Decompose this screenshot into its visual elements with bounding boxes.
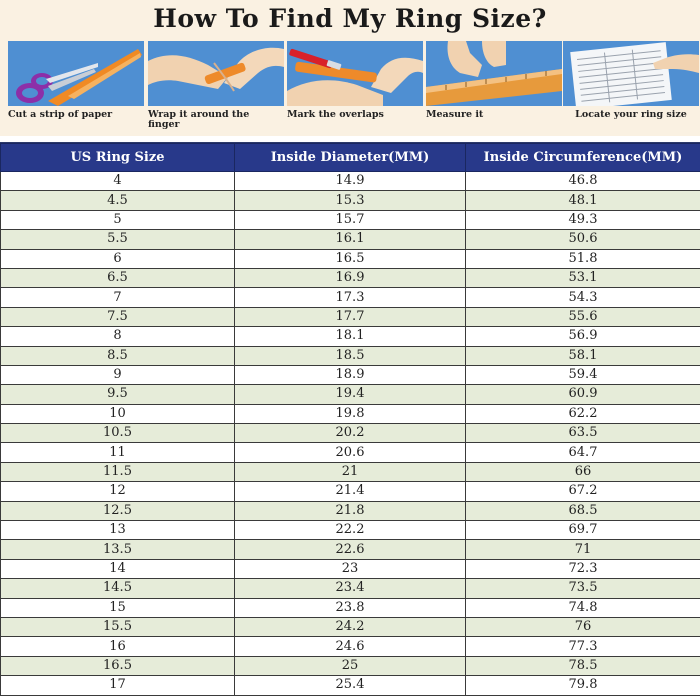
table-row <box>1 172 700 191</box>
cell-inside-diameter: 18.9 <box>235 365 466 384</box>
cell-us-ring-size: 8 <box>1 327 235 346</box>
table-row <box>1 424 700 443</box>
cell-us-ring-size: 4.5 <box>1 191 235 210</box>
cell-inside-diameter: 21 <box>235 462 466 481</box>
cell-inside-diameter: 19.8 <box>235 404 466 423</box>
cell-inside-circumference: 73.5 <box>466 579 700 598</box>
cell-us-ring-size: 10 <box>1 404 235 423</box>
cell-inside-diameter: 25.4 <box>235 676 466 695</box>
cell-inside-diameter: 14.9 <box>235 172 466 191</box>
table-row <box>1 579 700 598</box>
cell-inside-circumference: 46.8 <box>466 172 700 191</box>
cell-us-ring-size: 12.5 <box>1 501 235 520</box>
step-wrap-finger <box>148 41 284 130</box>
cell-inside-circumference: 72.3 <box>466 559 700 578</box>
ring-size-table <box>0 143 700 696</box>
cell-inside-circumference: 50.6 <box>466 230 700 249</box>
table-row <box>1 365 700 384</box>
cell-inside-circumference: 79.8 <box>466 676 700 695</box>
cell-inside-circumference: 55.6 <box>466 307 700 326</box>
table-row <box>1 656 700 675</box>
table-row <box>1 191 700 210</box>
cell-inside-diameter: 18.5 <box>235 346 466 365</box>
cell-inside-circumference: 59.4 <box>466 365 700 384</box>
cell-inside-circumference: 63.5 <box>466 424 700 443</box>
table-row <box>1 385 700 404</box>
instruction-banner <box>0 0 700 136</box>
cell-inside-diameter: 23.4 <box>235 579 466 598</box>
cell-inside-diameter: 18.1 <box>235 327 466 346</box>
table-row <box>1 482 700 501</box>
cell-us-ring-size: 5 <box>1 210 235 229</box>
cell-inside-circumference: 74.8 <box>466 598 700 617</box>
step-measure <box>426 41 562 120</box>
cell-inside-diameter: 24.2 <box>235 617 466 636</box>
cell-inside-diameter: 16.5 <box>235 249 466 268</box>
table-row <box>1 559 700 578</box>
cell-us-ring-size: 15.5 <box>1 617 235 636</box>
cell-us-ring-size: 4 <box>1 172 235 191</box>
step-caption: Measure it <box>426 110 562 120</box>
table-row <box>1 327 700 346</box>
table-row <box>1 249 700 268</box>
cell-us-ring-size: 11.5 <box>1 462 235 481</box>
step-mark-overlap <box>287 41 423 120</box>
cell-inside-circumference: 67.2 <box>466 482 700 501</box>
cell-us-ring-size: 8.5 <box>1 346 235 365</box>
cell-inside-diameter: 21.4 <box>235 482 466 501</box>
table-row <box>1 540 700 559</box>
cell-us-ring-size: 6.5 <box>1 268 235 287</box>
cell-inside-diameter: 16.9 <box>235 268 466 287</box>
cell-us-ring-size: 10.5 <box>1 424 235 443</box>
table-header-row <box>1 144 700 172</box>
cell-us-ring-size: 14.5 <box>1 579 235 598</box>
header-inside-circumference: Inside Circumference(MM) <box>466 144 700 172</box>
cell-inside-diameter: 23 <box>235 559 466 578</box>
table-row <box>1 346 700 365</box>
cell-inside-circumference: 69.7 <box>466 521 700 540</box>
ring-size-table-container <box>0 142 700 698</box>
step-cut-paper <box>8 41 144 120</box>
step-caption: Mark the overlaps <box>287 110 423 120</box>
cell-us-ring-size: 9 <box>1 365 235 384</box>
header-us-ring-size: US Ring Size <box>1 144 235 172</box>
cell-inside-diameter: 23.8 <box>235 598 466 617</box>
cell-inside-circumference: 66 <box>466 462 700 481</box>
cell-inside-circumference: 71 <box>466 540 700 559</box>
step-caption: Wrap it around the finger <box>148 110 284 130</box>
cell-us-ring-size: 13 <box>1 521 235 540</box>
size-chart-icon <box>563 41 699 106</box>
table-row <box>1 443 700 462</box>
cell-us-ring-size: 14 <box>1 559 235 578</box>
table-row <box>1 404 700 423</box>
cell-inside-circumference: 49.3 <box>466 210 700 229</box>
cell-us-ring-size: 11 <box>1 443 235 462</box>
cell-inside-diameter: 16.1 <box>235 230 466 249</box>
page-title: How To Find My Ring Size? <box>0 0 700 38</box>
cell-inside-circumference: 60.9 <box>466 385 700 404</box>
table-row <box>1 210 700 229</box>
table-row <box>1 637 700 656</box>
ruler-measure-icon <box>426 41 562 106</box>
cell-inside-diameter: 15.7 <box>235 210 466 229</box>
step-caption: Cut a strip of paper <box>8 110 144 120</box>
cell-inside-circumference: 64.7 <box>466 443 700 462</box>
table-row <box>1 307 700 326</box>
cell-inside-diameter: 20.6 <box>235 443 466 462</box>
cell-us-ring-size: 17 <box>1 676 235 695</box>
step-locate-size <box>563 41 699 120</box>
step-caption: Locate your ring size <box>563 110 699 120</box>
table-row <box>1 462 700 481</box>
cell-inside-circumference: 62.2 <box>466 404 700 423</box>
cell-us-ring-size: 16 <box>1 637 235 656</box>
table-row <box>1 676 700 695</box>
cell-inside-circumference: 48.1 <box>466 191 700 210</box>
cell-us-ring-size: 9.5 <box>1 385 235 404</box>
cell-us-ring-size: 16.5 <box>1 656 235 675</box>
cell-inside-diameter: 20.2 <box>235 424 466 443</box>
table-row <box>1 521 700 540</box>
paper-wrapped-finger-icon <box>148 41 284 106</box>
cell-us-ring-size: 7.5 <box>1 307 235 326</box>
cell-us-ring-size: 7 <box>1 288 235 307</box>
scissors-cutting-paper-icon <box>8 41 144 106</box>
table-row <box>1 501 700 520</box>
cell-inside-diameter: 19.4 <box>235 385 466 404</box>
cell-inside-diameter: 21.8 <box>235 501 466 520</box>
cell-inside-diameter: 15.3 <box>235 191 466 210</box>
table-row <box>1 288 700 307</box>
cell-inside-circumference: 76 <box>466 617 700 636</box>
cell-us-ring-size: 6 <box>1 249 235 268</box>
table-row <box>1 617 700 636</box>
cell-inside-diameter: 17.3 <box>235 288 466 307</box>
cell-inside-circumference: 77.3 <box>466 637 700 656</box>
cell-inside-diameter: 24.6 <box>235 637 466 656</box>
cell-us-ring-size: 5.5 <box>1 230 235 249</box>
table-row <box>1 598 700 617</box>
header-inside-diameter: Inside Diameter(MM) <box>235 144 466 172</box>
cell-inside-circumference: 58.1 <box>466 346 700 365</box>
cell-inside-circumference: 53.1 <box>466 268 700 287</box>
cell-inside-circumference: 78.5 <box>466 656 700 675</box>
cell-inside-diameter: 25 <box>235 656 466 675</box>
cell-inside-diameter: 17.7 <box>235 307 466 326</box>
cell-inside-circumference: 54.3 <box>466 288 700 307</box>
cell-us-ring-size: 12 <box>1 482 235 501</box>
cell-inside-circumference: 51.8 <box>466 249 700 268</box>
cell-us-ring-size: 13.5 <box>1 540 235 559</box>
marker-on-paper-icon <box>287 41 423 106</box>
cell-us-ring-size: 15 <box>1 598 235 617</box>
cell-inside-circumference: 68.5 <box>466 501 700 520</box>
table-row <box>1 268 700 287</box>
cell-inside-diameter: 22.6 <box>235 540 466 559</box>
cell-inside-diameter: 22.2 <box>235 521 466 540</box>
cell-inside-circumference: 56.9 <box>466 327 700 346</box>
table-row <box>1 230 700 249</box>
